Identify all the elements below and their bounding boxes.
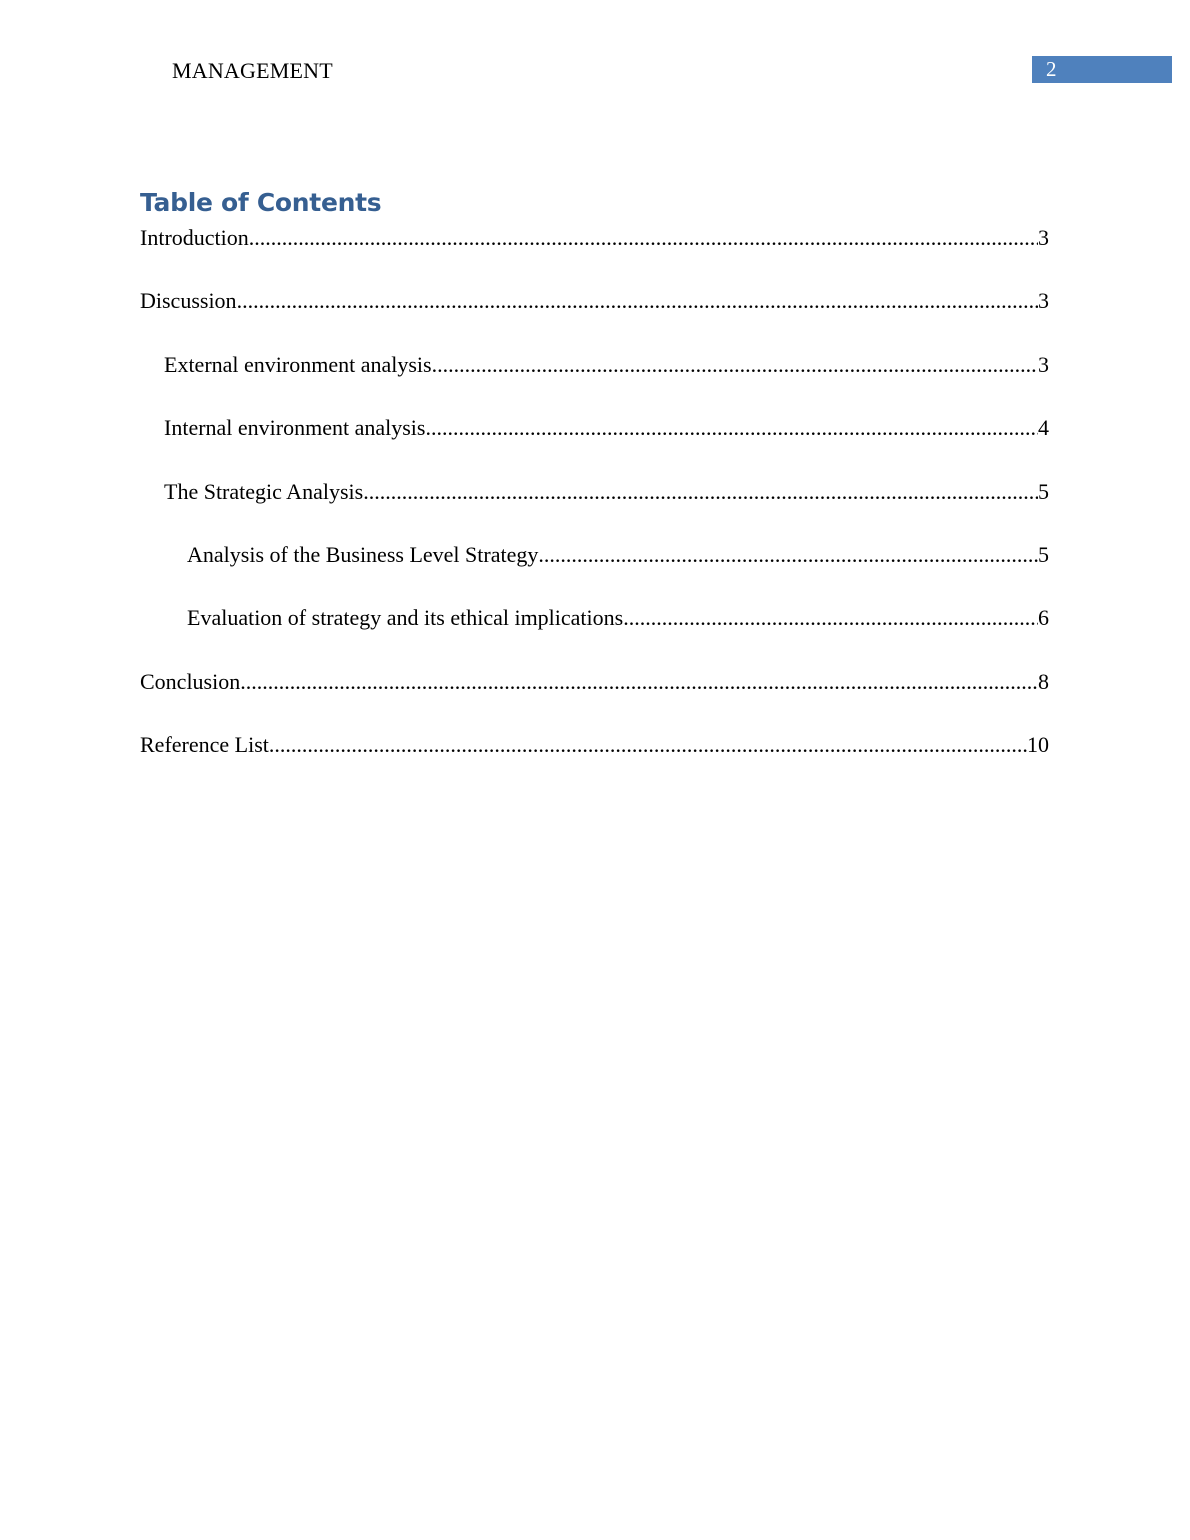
toc-entry-page: 5 (1038, 478, 1049, 504)
toc-entry-discussion[interactable] (140, 285, 1049, 348)
toc-entry-label: Discussion (140, 288, 237, 314)
toc-entry-introduction[interactable] (140, 222, 1049, 285)
toc-dot-leader (425, 412, 1038, 444)
toc-entry-internal-environment-analysis[interactable] (140, 412, 1049, 475)
toc-dot-leader (538, 539, 1038, 571)
toc-entry-label: External environment analysis (164, 351, 432, 377)
toc-dot-leader (363, 476, 1038, 508)
page-number-bar (1032, 56, 1172, 83)
toc-entry-page: 4 (1038, 415, 1049, 441)
toc-entry-reference-list[interactable] (140, 729, 1049, 792)
toc-entry-strategic-analysis[interactable] (140, 476, 1049, 539)
toc-entry-page: 8 (1038, 668, 1049, 694)
toc-entry-label: Analysis of the Business Level Strategy (187, 541, 539, 567)
running-head-title: MANAGEMENT (172, 58, 333, 83)
table-of-contents (140, 222, 1049, 793)
toc-dot-leader (269, 729, 1027, 761)
toc-dot-leader (432, 349, 1038, 381)
toc-entry-page: 5 (1038, 541, 1049, 567)
toc-entry-page: 6 (1038, 605, 1049, 631)
toc-entry-label: Reference List (140, 732, 269, 758)
toc-entry-page: 3 (1038, 351, 1049, 377)
toc-entry-page: 3 (1038, 225, 1049, 250)
toc-dot-leader (623, 602, 1038, 634)
toc-dot-leader (240, 666, 1038, 698)
toc-entry-conclusion[interactable] (140, 666, 1049, 729)
toc-entry-label: Internal environment analysis (164, 415, 426, 441)
toc-entry-label: Conclusion (140, 668, 241, 694)
toc-heading: Table of Contents (140, 188, 382, 217)
toc-dot-leader (237, 285, 1038, 317)
toc-entry-evaluation-of-strategy[interactable] (140, 602, 1049, 665)
toc-entry-label: Introduction (140, 225, 249, 250)
toc-entry-external-environment-analysis[interactable] (140, 349, 1049, 412)
toc-entry-label: The Strategic Analysis (164, 478, 364, 504)
toc-entry-business-level-strategy[interactable] (140, 539, 1049, 602)
toc-dot-leader (249, 222, 1038, 254)
toc-entry-page: 10 (1027, 732, 1049, 758)
page-number: 2 (1046, 57, 1057, 81)
toc-entry-label: Evaluation of strategy and its ethical implications (187, 605, 624, 631)
toc-entry-page: 3 (1038, 288, 1049, 314)
